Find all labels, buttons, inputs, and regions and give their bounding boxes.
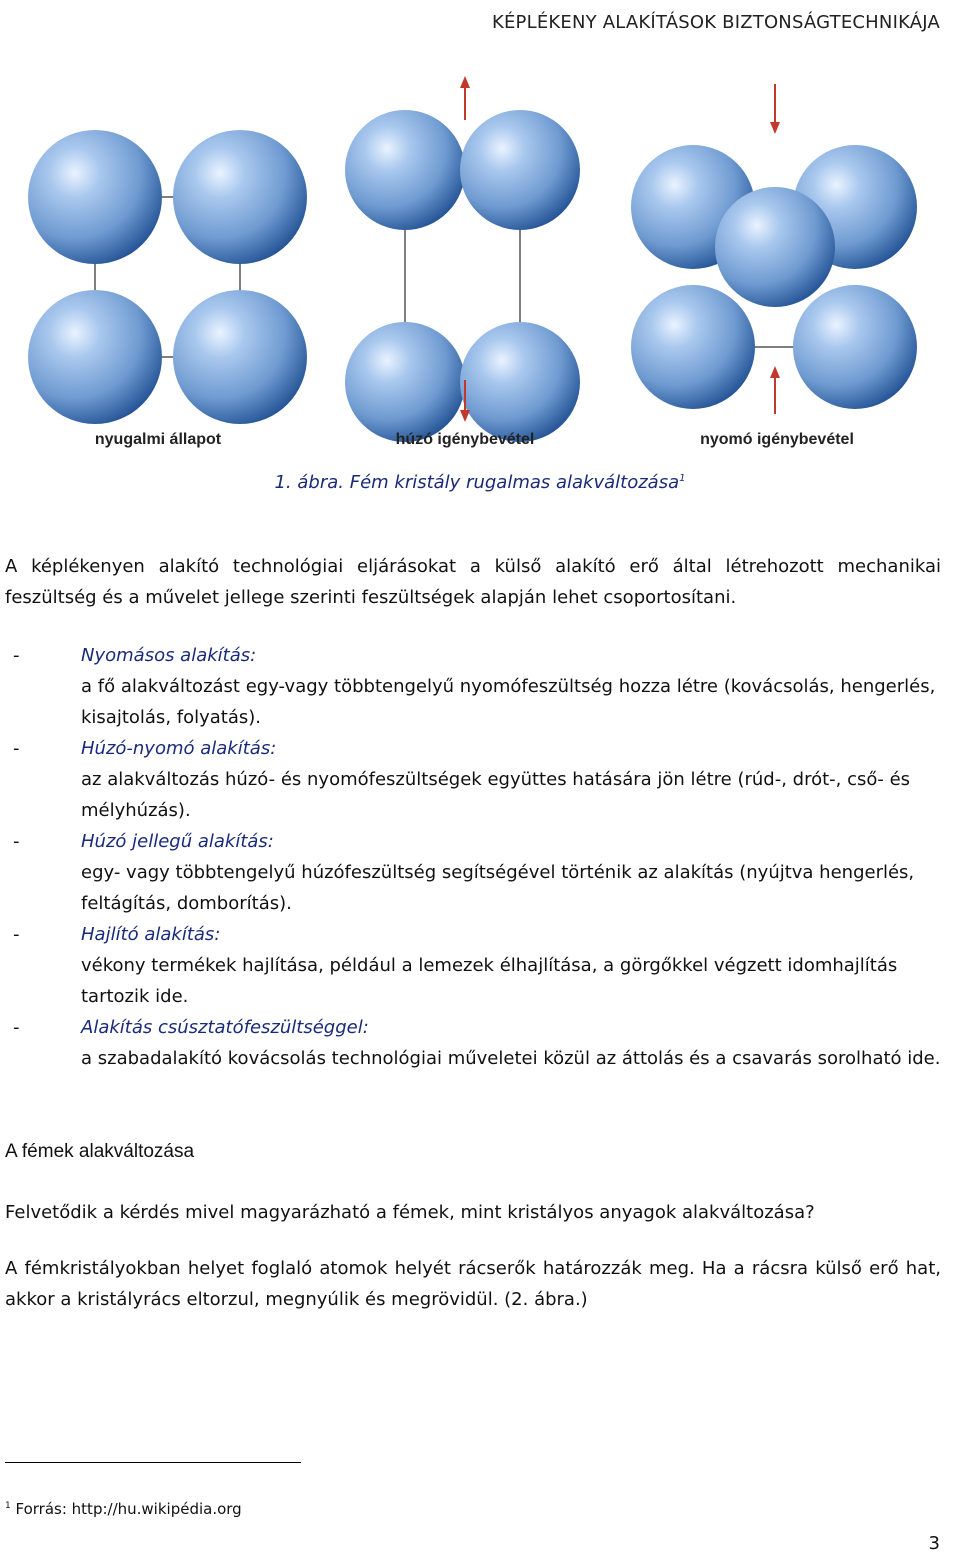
panel-rest bbox=[28, 130, 307, 424]
atom bbox=[28, 130, 162, 264]
list-item bbox=[5, 640, 941, 733]
list-item-text: vékony termékek hajlítása, például a lemezek élhajlítása, a görgőkkel végzett idomhajlítás tartozik ide. bbox=[81, 955, 898, 1007]
list-item-text: a szabadalakító kovácsolás technológiai műveletei közül az áttolás és a csavarás sorolható ide. bbox=[81, 1048, 941, 1069]
lattice-paragraph: A fémkristályokban helyet foglaló atomok helyét rácserők határozzák meg. Ha a rácsra külső erő hat, akkor a kristályrács eltorzul, megnyúlik és megrövidül. (2. ábra.) bbox=[5, 1258, 941, 1310]
atom bbox=[460, 110, 580, 230]
atom bbox=[715, 187, 835, 307]
label-compression: nyomó igénybevétel bbox=[700, 431, 854, 448]
atom bbox=[631, 285, 755, 409]
list-dash: - bbox=[13, 1017, 20, 1038]
panel-tension bbox=[345, 76, 580, 442]
atom bbox=[793, 285, 917, 409]
atom bbox=[173, 290, 307, 424]
footnote-mark: 1 bbox=[5, 1501, 11, 1511]
running-header: KÉPLÉKENY ALAKÍTÁSOK BIZTONSÁGTECHNIKÁJA bbox=[491, 12, 940, 33]
list-dash: - bbox=[13, 924, 20, 945]
atom bbox=[345, 322, 465, 442]
page-number: 3 bbox=[928, 1533, 940, 1554]
list-item-title: Húzó jellegű alakítás: bbox=[81, 831, 274, 852]
atom bbox=[345, 110, 465, 230]
list-item bbox=[5, 826, 941, 919]
list-dash: - bbox=[13, 831, 20, 852]
label-rest: nyugalmi állapot bbox=[94, 431, 222, 448]
list-item-text: egy- vagy többtengelyű húzófeszültség segítségével történik az alakítás (nyújtva hengerlés, feltágítás, domborítás). bbox=[81, 862, 915, 914]
forming-types-list bbox=[5, 640, 941, 1074]
list-dash: - bbox=[13, 645, 20, 666]
list-dash: - bbox=[13, 738, 20, 759]
list-item-text: az alakváltozás húzó- és nyomófeszültségek együttes hatására jön létre (rúd-, drót-, cső- és mélyhúzás). bbox=[81, 769, 911, 821]
list-item bbox=[5, 919, 941, 1012]
footnote-ref: 1 bbox=[679, 473, 686, 484]
list-item-title: Hajlító alakítás: bbox=[81, 924, 221, 945]
section-heading: A fémek alakváltozása bbox=[5, 1141, 195, 1162]
crystal-figure bbox=[15, 72, 930, 454]
atom bbox=[460, 322, 580, 442]
panel-compression bbox=[631, 84, 917, 414]
crystal-illustration bbox=[15, 72, 930, 454]
list-item-title: Nyomásos alakítás: bbox=[81, 645, 257, 666]
list-item-text: a fő alakváltozást egy-vagy többtengelyű nyomófeszültség hozza létre (kovácsolás, hengerlés, kisajtolás, folyatás). bbox=[81, 676, 936, 728]
figure-caption bbox=[0, 472, 960, 493]
footnote-text: Forrás: http://hu.wikipédia.org bbox=[10, 1500, 242, 1518]
list-item bbox=[5, 733, 941, 826]
footnote bbox=[5, 1500, 242, 1518]
intro-paragraph: A képlékenyen alakító technológiai eljárásokat a külső alakító erő által létrehozott mechanikai feszültség és a művelet jellege szerinti feszültségek alapján lehet csoportosítani. bbox=[5, 556, 941, 608]
list-item bbox=[5, 1012, 941, 1074]
atom bbox=[28, 290, 162, 424]
footnote-separator bbox=[5, 1462, 301, 1463]
label-tension: húzó igénybevétel bbox=[395, 431, 535, 448]
question-paragraph: Felvetődik a kérdés mivel magyarázható a fémek, mint kristályos anyagok alakváltozása? bbox=[5, 1202, 815, 1223]
atom bbox=[173, 130, 307, 264]
list-item-title: Alakítás csúsztatófeszültséggel: bbox=[81, 1017, 369, 1038]
figure-caption-text: 1. ábra. Fém kristály rugalmas alakváltozása bbox=[274, 472, 680, 493]
list-item-title: Húzó-nyomó alakítás: bbox=[81, 738, 277, 759]
